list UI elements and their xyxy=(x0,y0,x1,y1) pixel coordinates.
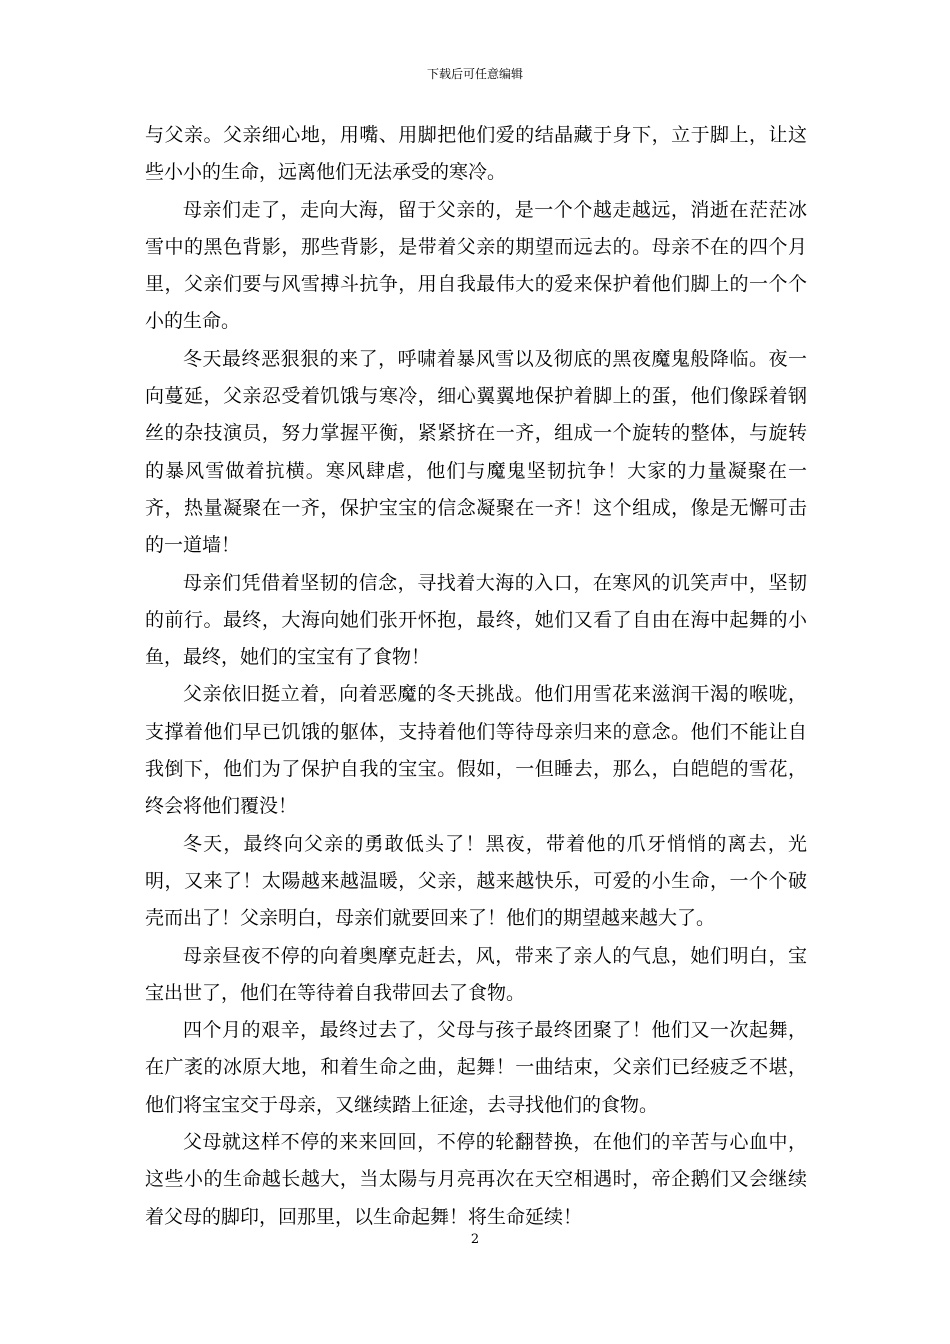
paragraph-9: 父母就这样不停的来来回回，不停的轮翻替换，在他们的辛苦与心血中，这些小的生命越长越大，当太陽与月亮再次在天空相遇时，帝企鹅们又会继续着父母的脚印，回那里，以生命起舞！将生命延续！ xyxy=(145,1131,807,1228)
paragraph-5: 父亲依旧挺立着，向着恶魔的冬天挑战。他们用雪花来滋润干渴的喉咙，支撑着他们早已饥饿的躯体，支持着他们等待母亲归来的意念。他们不能让自我倒下，他们为了保护自我的宝宝。假如，一但睡去，那么，白皑皑的雪花，终会将他们覆没！ xyxy=(145,683,807,818)
paragraph-4: 母亲们凭借着坚韧的信念，寻找着大海的入口，在寒风的讥笑声中，坚韧的前行。最终，大海向她们张开怀抱，最终，她们又看了自由在海中起舞的小鱼，最终，她们的宝宝有了食物！ xyxy=(145,571,807,669)
paragraph-8: 四个月的艰辛，最终过去了，父母与孩子最终团聚了！他们又一次起舞，在广袤的冰原大地，和着生命之曲，起舞！一曲结束，父亲们已经疲乏不堪，他们将宝宝交于母亲，又继续踏上征途，去寻找他们的食物。 xyxy=(145,1019,807,1116)
document-body xyxy=(145,117,807,1236)
paragraph-6: 冬天，最终向父亲的勇敢低头了！黑夜，带着他的爪牙悄悄的离去，光明，又来了！太陽越来越温暖，父亲，越来越快乐，可爱的小生命，一个个破壳而出了！父亲明白，母亲们就要回来了！他们的期望越来越大了。 xyxy=(145,832,807,930)
page-number: 2 xyxy=(470,1232,480,1247)
paragraph-2: 母亲们走了，走向大海，留于父亲的，是一个个越走越远，消逝在茫茫冰雪中的黑色背影，那些背影，是带着父亲的期望而远去的。母亲不在的四个月里，父亲们要与风雪搏斗抗争，用自我最伟大的爱来保护着他们脚上的一个个小的生命。 xyxy=(145,198,807,333)
paragraph-7: 母亲昼夜不停的向着奥摩克赶去，风，带来了亲人的气息，她们明白，宝宝出世了，他们在等待着自我带回去了食物。 xyxy=(145,944,807,1004)
page-header: 下载后可任意编辑 xyxy=(426,67,523,81)
paragraph-1: 与父亲。父亲细心地，用嘴、用脚把他们爱的结晶藏于身下，立于脚上，让这些小小的生命，远离他们无法承受的寒冷。 xyxy=(145,124,807,184)
paragraph-3: 冬天最终恶狠狠的来了，呼啸着暴风雪以及彻底的黑夜魔鬼般降临。夜一向蔓延，父亲忍受着饥饿与寒冷，细心翼翼地保护着脚上的蛋，他们像踩着钢丝的杂技演员，努力掌握平衡，紧紧挤在一齐，组成一个旋转的整体，与旋转的暴风雪做着抗横。寒风肆虐，他们与魔鬼坚韧抗争！大家的力量凝聚在一齐，热量凝聚在一齐，保护宝宝的信念凝聚在一齐！这个组成，像是无懈可击的一道墙！ xyxy=(145,347,807,557)
